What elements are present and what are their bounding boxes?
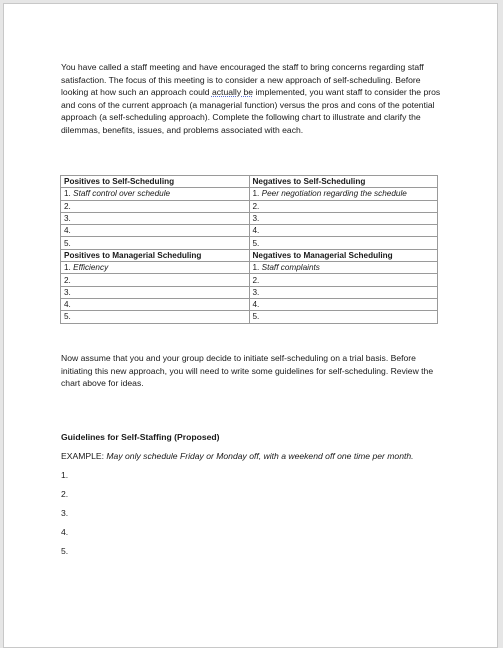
chart-row <box>61 237 438 249</box>
chart-header-row <box>61 249 438 261</box>
row-number: 2. <box>252 201 260 211</box>
row-number: 4. <box>64 226 71 236</box>
row-number: 2. <box>64 201 71 211</box>
intro-text-before: You have called a staff meeting and have encouraged the staff to bring concerns regarding staff satisfaction. The focus of this meeting is to consider a new approach of self-scheduling. Before looking at how such an approach could <box>61 62 424 97</box>
row-number: 1. <box>252 189 260 199</box>
chart-cell[interactable] <box>61 188 250 200</box>
chart-row <box>61 298 438 310</box>
row-number: 5. <box>252 238 260 248</box>
chart-cell[interactable] <box>61 212 250 224</box>
chart-row <box>61 286 438 298</box>
cell-entry: Efficiency <box>73 263 109 273</box>
flagged-phrase[interactable]: actually be <box>211 87 254 97</box>
scheduling-chart <box>60 175 438 324</box>
row-number: 4. <box>252 300 260 310</box>
row-number: 3. <box>64 214 71 224</box>
chart-row <box>61 188 438 200</box>
intro-paragraph <box>61 61 443 136</box>
chart-header-row <box>61 176 438 188</box>
chart-cell[interactable] <box>249 298 438 310</box>
row-number: 4. <box>64 300 71 310</box>
chart-cell[interactable] <box>249 262 438 274</box>
chart-cell[interactable] <box>61 274 250 286</box>
row-number: 5. <box>252 312 260 322</box>
row-number: 1. <box>64 263 71 273</box>
chart-row <box>61 274 438 286</box>
chart-cell[interactable] <box>61 200 250 212</box>
document-page <box>3 3 498 648</box>
row-number: 3. <box>252 214 260 224</box>
chart-cell[interactable] <box>61 237 250 249</box>
chart-row <box>61 225 438 237</box>
row-number: 1. <box>64 189 71 199</box>
chart-row <box>61 262 438 274</box>
chart-cell[interactable] <box>61 225 250 237</box>
example-text: May only schedule Friday or Monday off, with a weekend off one time per month. <box>106 451 414 461</box>
row-number: 4. <box>252 226 260 236</box>
chart-cell[interactable] <box>61 311 250 323</box>
chart-header-cell: Negatives to Self-Scheduling <box>249 176 438 188</box>
chart-cell[interactable] <box>61 286 250 298</box>
row-number: 5. <box>64 312 71 322</box>
chart-cell[interactable] <box>249 274 438 286</box>
guideline-item[interactable]: 2. <box>61 489 69 499</box>
chart-cell[interactable] <box>61 298 250 310</box>
chart-row <box>61 311 438 323</box>
row-number: 3. <box>64 287 71 297</box>
chart-cell[interactable] <box>249 286 438 298</box>
guidelines-example <box>61 451 414 461</box>
chart-header-cell: Negatives to Managerial Scheduling <box>249 249 438 261</box>
guideline-item[interactable]: 3. <box>61 508 69 518</box>
cell-entry: Staff complaints <box>261 263 320 273</box>
chart-cell[interactable] <box>249 225 438 237</box>
trial-paragraph: Now assume that you and your group decide to initiate self-scheduling on a trial basis. Before initiating this new approach, you will need to write some guidelines for self-scheduling. Review the chart above for ideas. <box>61 353 434 388</box>
chart-row <box>61 200 438 212</box>
row-number: 2. <box>252 275 260 285</box>
row-number: 2. <box>64 275 71 285</box>
intro-text-after: implemented, you want staff to consider the pros and cons of the current approach (a managerial function) versus the pros and cons of the potential approach (a self-scheduling approach). Complete the following chart to illustrate and clarify the dilemmas, benefits, issues, and problems associated with each. <box>61 87 441 135</box>
chart-cell[interactable] <box>61 262 250 274</box>
chart-cell[interactable] <box>249 200 438 212</box>
cell-entry: Staff control over schedule <box>73 189 171 199</box>
chart-header-cell: Positives to Managerial Scheduling <box>61 249 250 261</box>
chart-header-cell: Positives to Self-Scheduling <box>61 176 250 188</box>
row-number: 5. <box>64 238 71 248</box>
chart-cell[interactable] <box>249 311 438 323</box>
chart-row <box>61 212 438 224</box>
row-number: 1. <box>252 263 260 273</box>
example-label: EXAMPLE: <box>61 451 104 461</box>
chart-cell[interactable] <box>249 188 438 200</box>
chart-cell[interactable] <box>249 212 438 224</box>
guidelines-title: Guidelines for Self-Staffing (Proposed) <box>61 432 220 442</box>
row-number: 3. <box>252 287 260 297</box>
guideline-item[interactable]: 4. <box>61 527 69 537</box>
cell-entry: Peer negotiation regarding the schedule <box>261 189 407 199</box>
guideline-item[interactable]: 5. <box>61 546 69 556</box>
chart-cell[interactable] <box>249 237 438 249</box>
guideline-item[interactable]: 1. <box>61 470 69 480</box>
